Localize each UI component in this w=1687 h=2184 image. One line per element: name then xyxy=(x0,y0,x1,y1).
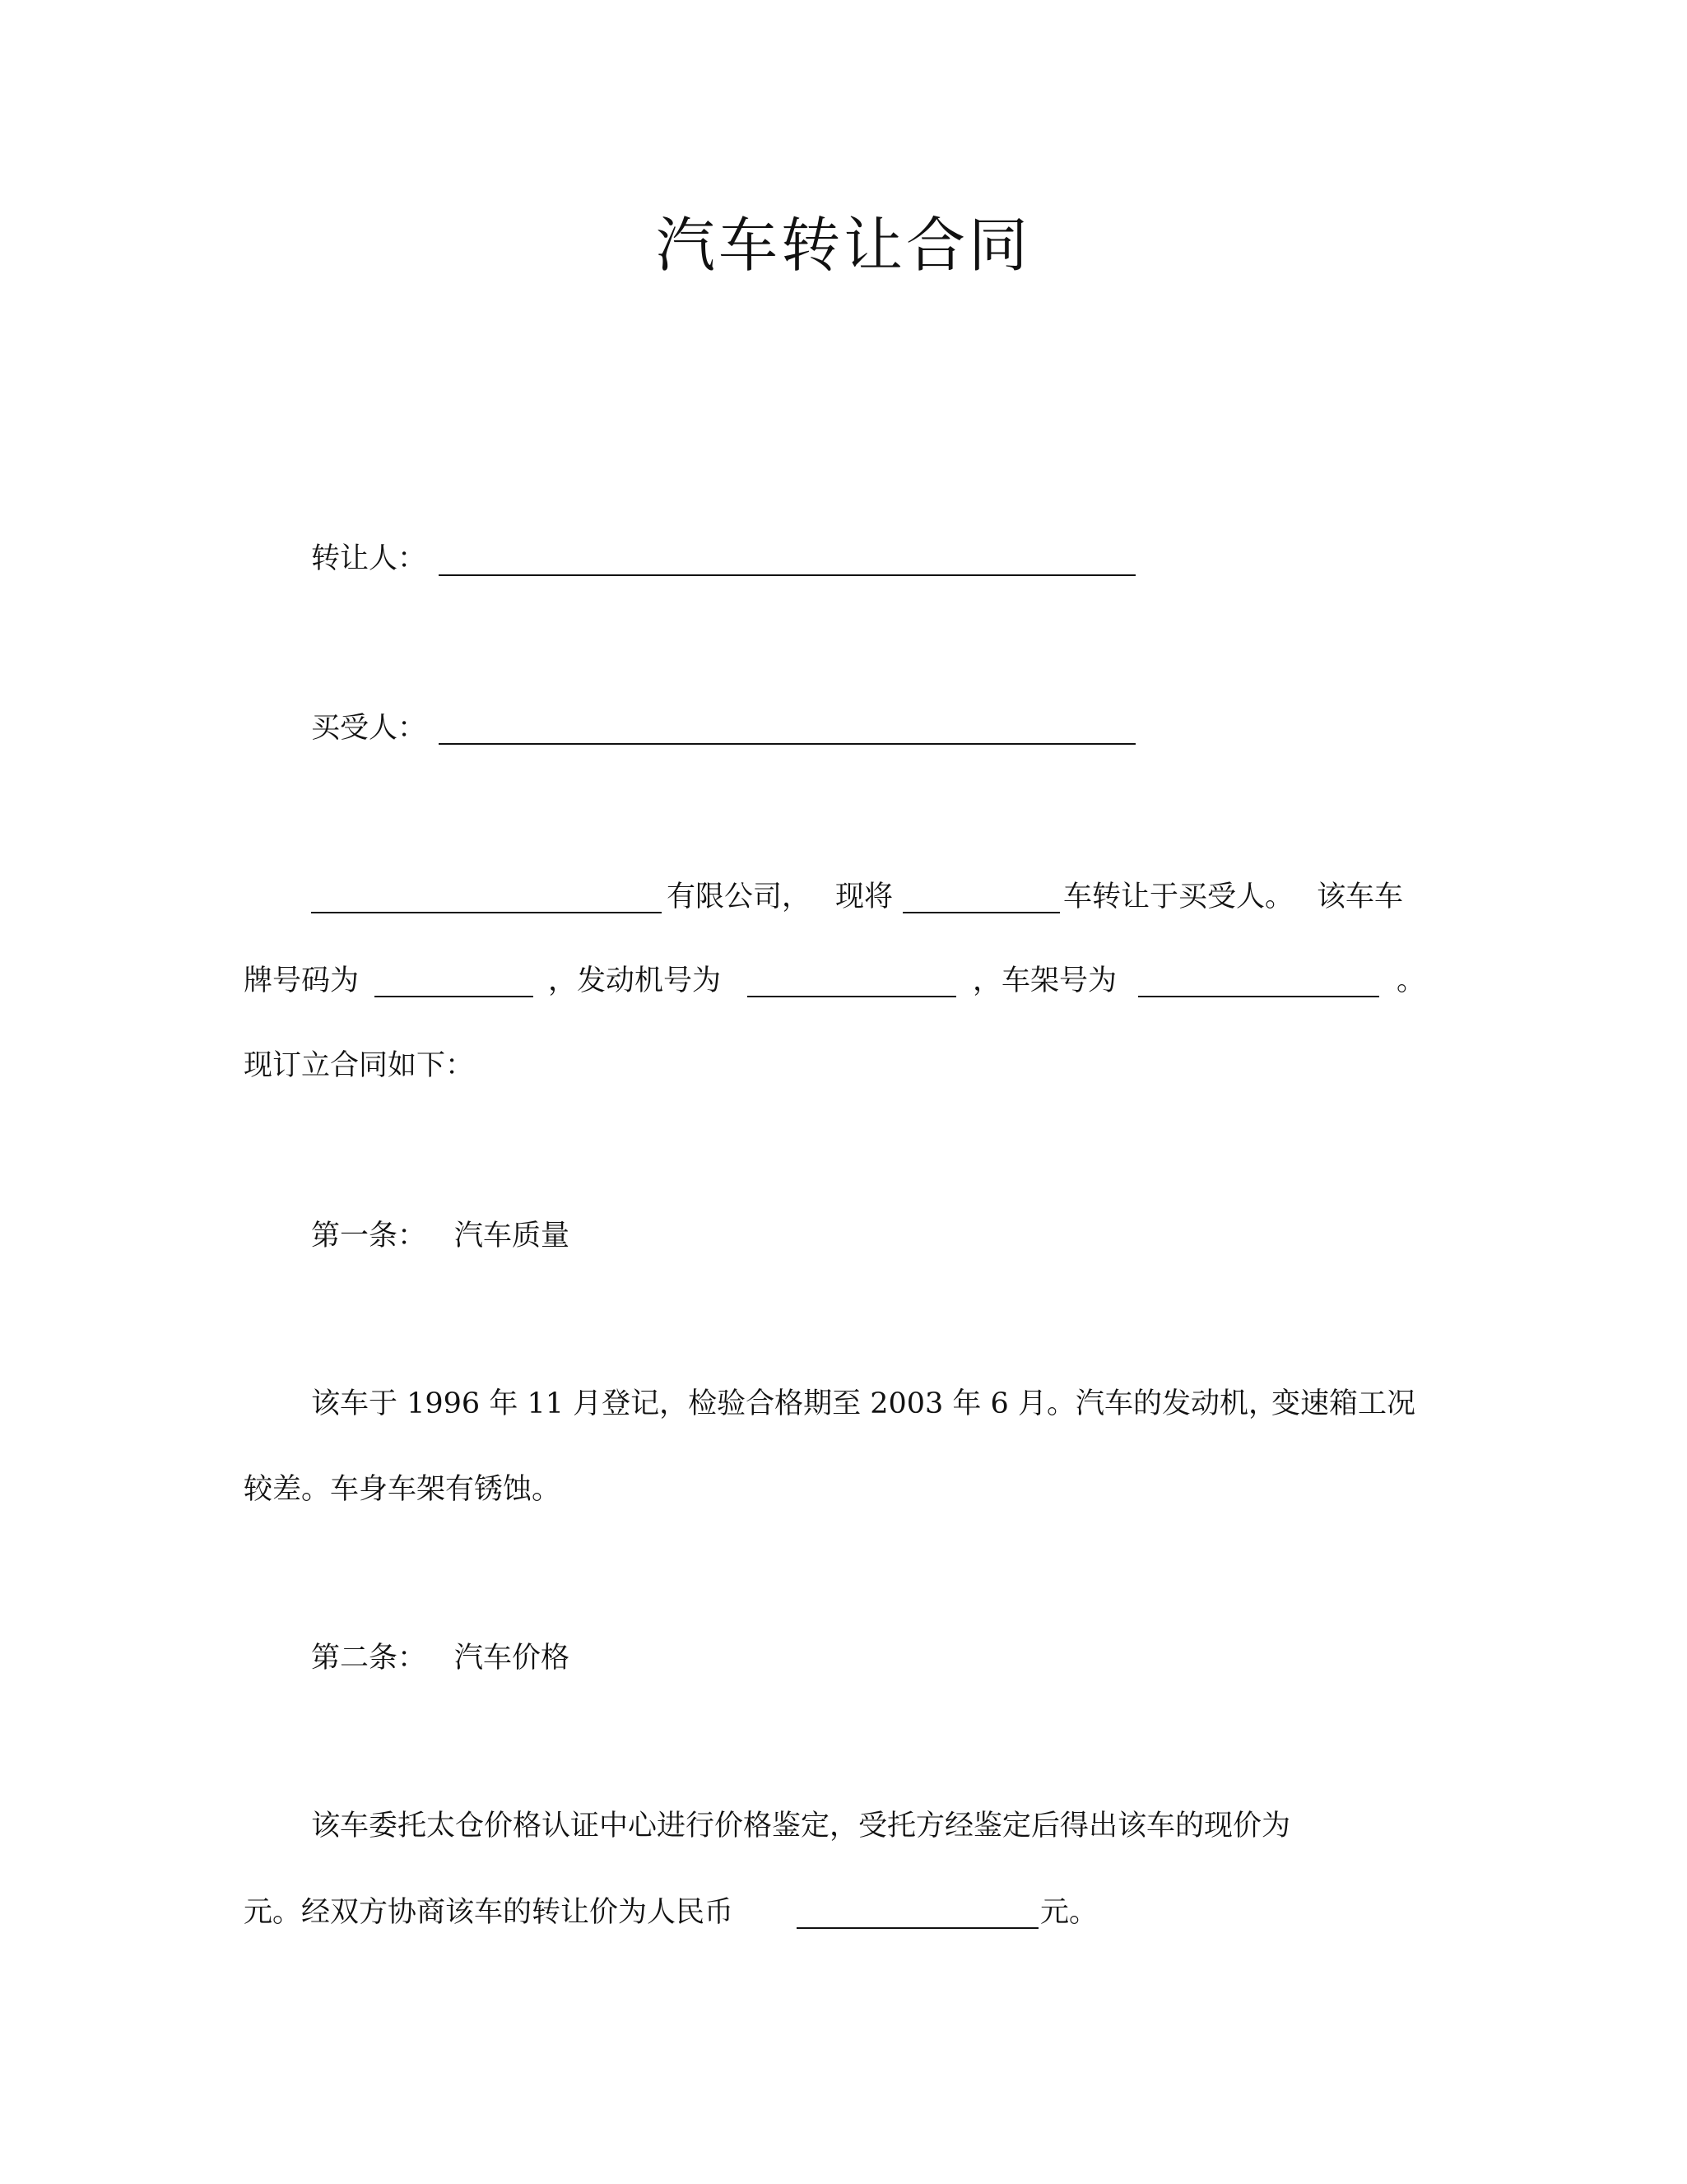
engine-label: ，发动机号为 xyxy=(548,964,722,997)
transferee-label: 买受人： xyxy=(311,712,427,745)
article1-body-line1b: 变速箱工况 xyxy=(1271,1387,1416,1420)
plate-number-field[interactable] xyxy=(374,996,533,997)
plate-prefix-text: 该车车 xyxy=(1317,881,1404,913)
frame-number-field[interactable] xyxy=(1138,996,1379,997)
transferor-label: 转让人： xyxy=(311,542,427,575)
article2-heading: 第二条： xyxy=(311,1642,427,1675)
article1-title: 汽车质量 xyxy=(454,1220,570,1252)
transferor-field[interactable] xyxy=(439,574,1136,576)
company-suffix-text: 有限公司， xyxy=(667,881,811,913)
article2-title: 汽车价格 xyxy=(454,1642,570,1675)
frame-label: ，车架号为 xyxy=(973,964,1118,997)
article2-body-line1: 该车委托太仓价格认证中心进行价格鉴定，受托方经鉴定后得出该车的现价为 xyxy=(311,1810,1291,1842)
vehicle-type-field[interactable] xyxy=(903,912,1060,913)
article1-body-line2: 较差。车身车架有锈蚀。 xyxy=(244,1473,561,1506)
engine-number-field[interactable] xyxy=(747,996,956,997)
transfer-to-text: 车转让于买受人。 xyxy=(1063,881,1294,913)
article1-body-line1: 该车于 1996 年 11 月登记，检验合格期至 2003 年 6 月。汽车的发动机， xyxy=(311,1387,1277,1420)
page-title: 汽车转让合同 xyxy=(655,211,1031,280)
company-name-field[interactable] xyxy=(311,912,662,913)
article2-body-line2: 元。经双方协商该车的转让价为人民币 xyxy=(244,1896,734,1929)
agreement-text: 现订立合同如下： xyxy=(244,1049,475,1082)
now-will-text: 现将 xyxy=(835,881,894,913)
article1-heading: 第一条： xyxy=(311,1220,427,1252)
period-text: 。 xyxy=(1397,964,1426,997)
plate-label: 牌号码为 xyxy=(244,964,360,997)
transferee-field[interactable] xyxy=(439,743,1136,745)
yuan-text: 元。 xyxy=(1040,1896,1099,1929)
transfer-price-field[interactable] xyxy=(797,1927,1039,1929)
